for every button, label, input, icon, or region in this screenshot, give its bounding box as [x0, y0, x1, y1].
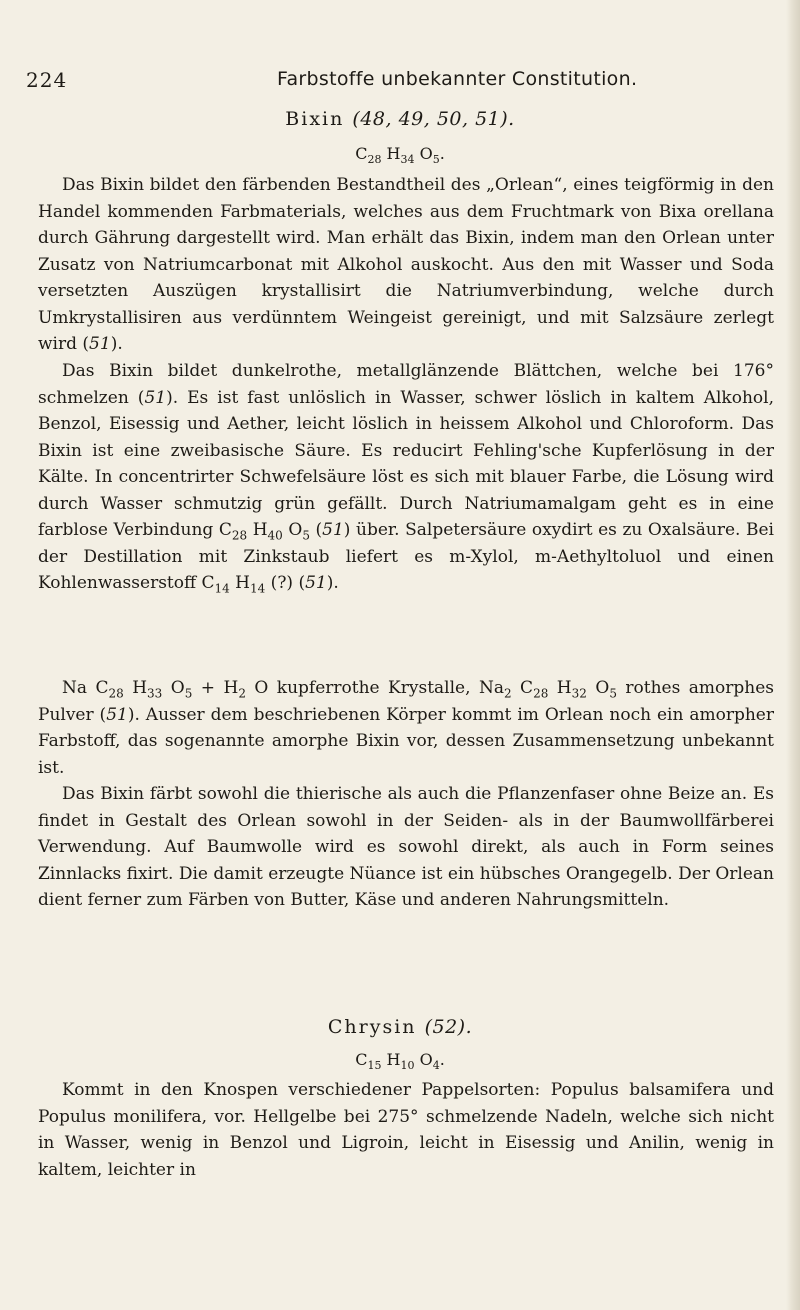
section-title-chrysin — [0, 1016, 800, 1038]
paragraph-chrysin-description: Kommt in den Knospen verschiedener Pappelsorten: Populus balsamifera und Populus monilifera, vor. Hellgelbe bei 275° schmelzende Nadeln, welche sich nicht in Wasser, wenig in Benzol und Ligroin, leicht in Eisessig und Anilin, wenig in kaltem, leichter in — [38, 1080, 774, 1180]
paragraph-bixin-properties: Das Bixin bildet dunkelrothe, metallglänzende Blättchen, welche bei 176° schmelzen (51). Es ist fast unlöslich in Wasser, schwer löslich in kaltem Alkohol, Benzol, Eisessig und Aether, leicht löslich in heissem Alkohol und Chloroform. Das Bixin ist eine zweibasische Säure. Es reducirt Fehling'sche Kupferlösung in der Kälte. In concentrirter Schwefelsäure löst es sich mit blauer Farbe, die Lösung wird durch Wasser schmutzig grün gefällt. Durch Natriumamalgam geht es in eine farblose Verbindung $C_{28}$ $H_{40}$ $O_5$ (51) über. Salpetersäure oxydirt es zu Oxalsäure. Bei der Destillation mit Zinkstaub liefert es m-Xylol, m-Aethyltoluol und einen Kohlenwasserstoff $C_{14}$ $H_{14}$ (?) (51). — [38, 361, 774, 596]
paragraph-bixin-origin: Das Bixin bildet den färbenden Bestandtheil des „Orlean“, eines teigförmig in den Handel kommenden Farbmaterials, welches aus dem Fruchtmark von Bixa orellana durch Gährung dargestellt wird. Man erhält das Bixin, indem man den Orlean unter Zusatz von Natriumcarbonat mit Alkohol auskocht. Aus den mit Wasser und Soda versetzten Auszügen krystallisirt die Natriumverbindung, welche durch Umkrystallisiren aus verdünntem Weingeist gereinigt, und mit Salzsäure zerlegt wird (51). — [38, 175, 774, 354]
reference-numbers: (48, 49, 50, 51). — [352, 108, 515, 130]
paragraph-bixin-dyeing: Das Bixin färbt sowohl die thierische als auch die Pflanzenfaser ohne Beize an. Es findet in Gestalt des Orlean sowohl in der Seiden- als in der Baumwollfärberei Verwendung. Auf Baumwolle wird es sowohl direkt, als auch in Form seines Zinnlacks fixirt. Die damit erzeugte Nüance ist ein hübsches Orangegelb. Der Orlean dient ferner zum Färben von Butter, Käse und anderen Nahrungsmitteln. — [38, 784, 774, 910]
compound-name: Bixin — [285, 108, 345, 130]
paragraph-bixin-salts: Na $C_{28}$ $H_{33}$ $O_5 + H_2$ O kupferrothe Krystalle, $Na_2$ $C_{28}$ $H_{32}$ $O_5$ rothes amorphes Pulver (51). Ausser dem beschriebenen Körper kommt im Orlean noch ein amorpher Farbstoff, das sogenannte amorphe Bixin vor, dessen Zusammensetzung unbekannt ist. — [38, 678, 775, 778]
running-head: Farbstoffe unbekannter Constitution. — [277, 68, 638, 90]
reference-numbers: (52). — [424, 1016, 473, 1038]
chemical-formula: $C_{28}$ $H_{34}$ $O_5$. — [355, 144, 445, 167]
compound-name: Chrysin — [327, 1016, 417, 1038]
formula-chrysin — [0, 1050, 800, 1072]
chemical-formula: $C_{15}$ $H_{10}$ $O_4$. — [355, 1050, 445, 1073]
page-edge — [786, 0, 800, 1310]
formula-bixin — [0, 144, 800, 166]
section-title-bixin — [0, 108, 800, 130]
page-number: 224 — [26, 68, 68, 92]
